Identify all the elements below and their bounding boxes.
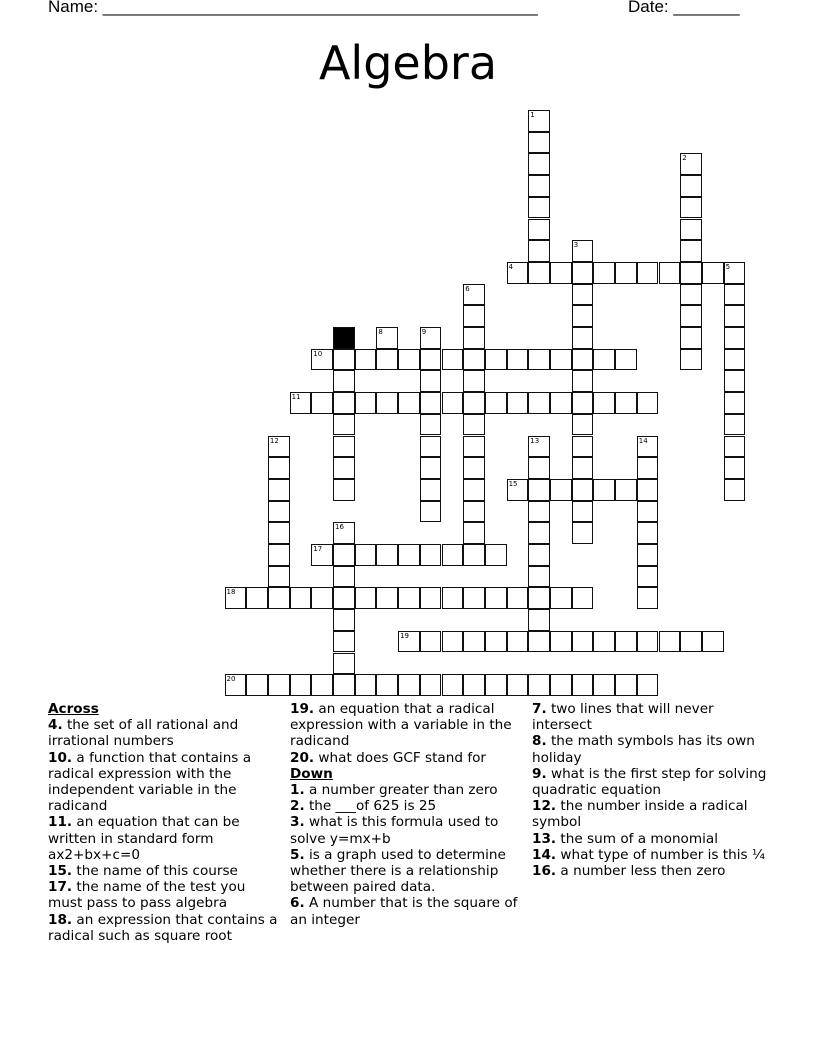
clue-down-16 (532, 863, 768, 879)
grid-cell[interactable] (659, 631, 681, 653)
grid-cell[interactable] (528, 349, 550, 371)
grid-cell[interactable] (442, 544, 464, 566)
grid-cell[interactable] (376, 327, 398, 349)
grid-cell[interactable] (398, 631, 420, 653)
grid-cell[interactable] (615, 479, 637, 501)
clue-text: an expression that contains a radical such as square root (48, 911, 278, 944)
date-field[interactable]: Date: _______ (628, 0, 740, 16)
grid-cell[interactable] (333, 522, 355, 544)
grid-cell[interactable] (485, 392, 507, 414)
clue-number: 9. (532, 765, 547, 782)
grid-cell[interactable] (637, 262, 659, 284)
grid-cell[interactable] (724, 327, 746, 349)
grid-cell[interactable] (311, 392, 333, 414)
grid-cell[interactable] (398, 392, 420, 414)
clue-number: 5. (290, 846, 305, 863)
grid-cell[interactable] (528, 175, 550, 197)
grid-cell[interactable] (528, 609, 550, 631)
grid-cell[interactable] (268, 457, 290, 479)
grid-cell[interactable] (572, 327, 594, 349)
grid-cell[interactable] (463, 457, 485, 479)
grid-cell[interactable] (420, 631, 442, 653)
grid-cell[interactable] (333, 457, 355, 479)
grid-cell[interactable] (311, 349, 333, 371)
clue-down-9 (532, 766, 768, 798)
grid-cell[interactable] (680, 240, 702, 262)
grid-cell[interactable] (268, 566, 290, 588)
grid-cell[interactable] (442, 587, 464, 609)
grid-cell[interactable] (507, 262, 529, 284)
grid-cell[interactable] (268, 587, 290, 609)
grid-cell[interactable] (420, 479, 442, 501)
grid-cell[interactable] (333, 566, 355, 588)
grid-cell[interactable] (376, 587, 398, 609)
grid-cell[interactable] (420, 674, 442, 696)
grid-cell[interactable] (528, 457, 550, 479)
clue-across-11 (48, 814, 280, 863)
grid-cell[interactable] (528, 479, 550, 501)
grid-cell[interactable] (572, 457, 594, 479)
grid-cell[interactable] (463, 284, 485, 306)
black-square (333, 327, 355, 349)
clue-number-label: 1 (530, 111, 535, 119)
grid-cell[interactable] (463, 327, 485, 349)
grid-cell[interactable] (398, 587, 420, 609)
clue-number-label: 17 (313, 545, 323, 553)
clue-number: 11. (48, 814, 73, 831)
grid-cell[interactable] (528, 153, 550, 175)
grid-cell[interactable] (572, 392, 594, 414)
grid-cell[interactable] (528, 219, 550, 241)
grid-cell[interactable] (637, 501, 659, 523)
grid-cell[interactable] (355, 674, 377, 696)
grid-cell[interactable] (333, 674, 355, 696)
clue-number-label: 6 (465, 284, 470, 293)
clue-number: 14. (532, 846, 557, 863)
clue-number-label: 15 (508, 479, 518, 488)
clue-number-label: 11 (291, 393, 301, 402)
clue-text: the set of all rational and irrational numbers (48, 717, 239, 750)
grid-cell[interactable] (680, 175, 702, 197)
grid-cell[interactable] (442, 674, 464, 696)
clue-text: A number that is the square of an integer (290, 895, 518, 928)
grid-cell[interactable] (420, 587, 442, 609)
grid-cell[interactable] (550, 674, 572, 696)
grid-cell[interactable] (528, 587, 550, 609)
clue-number-label: 20 (226, 675, 236, 684)
grid-cell[interactable] (680, 631, 702, 653)
grid-cell[interactable] (333, 370, 355, 392)
grid-cell[interactable] (268, 479, 290, 501)
grid-cell[interactable] (680, 219, 702, 241)
down-heading: Down (290, 765, 333, 782)
clue-text: a number less then zero (560, 863, 726, 880)
clue-number: 4. (48, 717, 63, 734)
grid-cell[interactable] (550, 262, 572, 284)
clue-number: 3. (290, 814, 305, 831)
grid-cell[interactable] (550, 631, 572, 653)
clue-down-12 (532, 798, 768, 830)
clue-text: what does GCF stand for (318, 749, 487, 766)
clue-down-2 (290, 798, 526, 814)
grid-cell[interactable] (702, 631, 724, 653)
grid-cell[interactable] (333, 479, 355, 501)
clue-down-5 (290, 847, 526, 896)
grid-cell[interactable] (724, 414, 746, 436)
grid-cell[interactable] (463, 305, 485, 327)
grid-cell[interactable] (420, 370, 442, 392)
grid-cell[interactable] (463, 479, 485, 501)
grid-cell[interactable] (550, 479, 572, 501)
clue-text: the math symbols has its own holiday (532, 733, 755, 766)
clue-number-label: 3 (573, 241, 579, 250)
grid-cell[interactable] (724, 262, 746, 284)
clue-down-6 (290, 895, 526, 927)
grid-cell[interactable] (268, 544, 290, 566)
grid-cell[interactable] (485, 631, 507, 653)
clue-number-label: 8 (378, 328, 383, 336)
grid-cell[interactable] (355, 392, 377, 414)
grid-cell[interactable] (593, 674, 615, 696)
grid-cell[interactable] (290, 674, 312, 696)
grid-cell[interactable] (507, 674, 529, 696)
grid-cell[interactable] (615, 392, 637, 414)
grid-cell[interactable] (528, 240, 550, 262)
clue-number-label: 18 (226, 588, 236, 597)
grid-cell[interactable] (268, 436, 290, 458)
clue-text: what is the first step for solving quadratic equation (532, 765, 767, 799)
grid-cell[interactable] (572, 479, 594, 501)
grid-cell[interactable] (593, 631, 615, 653)
grid-cell[interactable] (485, 587, 507, 609)
clue-text: an equation that can be written in standard form ax2+bx+c=0 (48, 814, 240, 863)
grid-cell[interactable] (528, 522, 550, 544)
grid-cell[interactable] (485, 349, 507, 371)
grid-cell[interactable] (572, 305, 594, 327)
grid-cell[interactable] (572, 674, 594, 696)
grid-cell[interactable] (463, 631, 485, 653)
grid-cell[interactable] (507, 479, 529, 501)
grid-cell[interactable] (550, 349, 572, 371)
clue-across-15 (48, 863, 280, 879)
grid-cell[interactable] (724, 284, 746, 306)
grid-cell[interactable] (333, 349, 355, 371)
clue-number: 20. (290, 749, 315, 766)
grid-cell[interactable] (528, 544, 550, 566)
grid-cell[interactable] (507, 349, 529, 371)
grid-cell[interactable] (680, 153, 702, 175)
clue-text: a number greater than zero (308, 782, 498, 799)
grid-cell[interactable] (463, 349, 485, 371)
grid-cell[interactable] (724, 479, 746, 501)
grid-cell[interactable] (420, 349, 442, 371)
clue-column-1 (48, 701, 280, 944)
clue-down-14 (532, 847, 768, 863)
grid-cell[interactable] (724, 457, 746, 479)
clue-number: 10. (48, 749, 73, 766)
grid-cell[interactable] (572, 349, 594, 371)
grid-cell[interactable] (485, 544, 507, 566)
grid-cell[interactable] (333, 653, 355, 675)
clue-number-label: 5 (725, 262, 731, 271)
grid-cell[interactable] (333, 544, 355, 566)
clue-text: is a graph used to determine whether there is a relationship between paired data. (290, 846, 506, 896)
grid-cell[interactable] (398, 674, 420, 696)
grid-cell[interactable] (333, 587, 355, 609)
grid-cell[interactable] (637, 674, 659, 696)
grid-cell[interactable] (463, 501, 485, 523)
clue-text: the name of this course (76, 863, 238, 880)
grid-cell[interactable] (463, 370, 485, 392)
clue-number: 16. (532, 863, 557, 880)
grid-cell[interactable] (463, 587, 485, 609)
clue-number: 13. (532, 830, 557, 847)
clue-down-13 (532, 831, 768, 847)
grid-cell[interactable] (420, 414, 442, 436)
grid-cell[interactable] (528, 132, 550, 154)
grid-cell[interactable] (485, 674, 507, 696)
grid-cell[interactable] (355, 544, 377, 566)
grid-cell[interactable] (724, 392, 746, 414)
clue-across-17 (48, 879, 280, 911)
grid-cell[interactable] (463, 544, 485, 566)
grid-cell[interactable] (528, 110, 550, 132)
grid-cell[interactable] (680, 305, 702, 327)
clue-text: two lines that will never intersect (532, 701, 714, 734)
grid-cell[interactable] (376, 544, 398, 566)
grid-cell[interactable] (572, 522, 594, 544)
grid-cell[interactable] (637, 392, 659, 414)
grid-cell[interactable] (290, 392, 312, 414)
grid-cell[interactable] (724, 305, 746, 327)
grid-cell[interactable] (442, 349, 464, 371)
grid-cell[interactable] (376, 674, 398, 696)
grid-cell[interactable] (615, 349, 637, 371)
grid-cell[interactable] (333, 609, 355, 631)
grid-cell[interactable] (593, 349, 615, 371)
clue-column-3 (532, 701, 768, 879)
grid-cell[interactable] (246, 674, 268, 696)
grid-cell[interactable] (637, 522, 659, 544)
clue-number: 7. (532, 701, 547, 717)
grid-cell[interactable] (420, 544, 442, 566)
clue-text: the sum of a monomial (560, 830, 719, 847)
grid-cell[interactable] (311, 544, 333, 566)
clue-number-label: 10 (313, 349, 323, 358)
grid-cell[interactable] (246, 587, 268, 609)
grid-cell[interactable] (528, 262, 550, 284)
grid-cell[interactable] (637, 631, 659, 653)
grid-cell[interactable] (398, 544, 420, 566)
clue-down-3 (290, 814, 526, 846)
grid-cell[interactable] (420, 501, 442, 523)
grid-cell[interactable] (572, 284, 594, 306)
grid-cell[interactable] (724, 370, 746, 392)
grid-cell[interactable] (355, 587, 377, 609)
name-field[interactable]: Name: ______________________________________________ (48, 0, 538, 16)
grid-cell[interactable] (593, 392, 615, 414)
clue-number: 1. (290, 782, 305, 799)
grid-cell[interactable] (572, 240, 594, 262)
grid-cell[interactable] (398, 349, 420, 371)
clue-number-label: 14 (638, 436, 648, 445)
clue-text: the ___of 625 is 25 (308, 798, 437, 815)
grid-cell[interactable] (702, 262, 724, 284)
grid-cell[interactable] (355, 349, 377, 371)
clue-number-label: 16 (335, 523, 344, 532)
clue-number: 17. (48, 879, 73, 896)
clue-number: 8. (532, 733, 547, 750)
clue-number: 15. (48, 863, 73, 880)
grid-cell[interactable] (463, 522, 485, 544)
clue-number: 18. (48, 911, 73, 928)
clue-down-1 (290, 782, 526, 798)
clue-number-label: 9 (421, 328, 427, 336)
clue-column-2 (290, 701, 526, 928)
grid-cell[interactable] (572, 414, 594, 436)
grid-cell[interactable] (724, 436, 746, 458)
clue-text: what is this formula used to solve y=mx+b (290, 814, 499, 847)
clue-across-19 (290, 701, 526, 750)
grid-cell[interactable] (572, 631, 594, 653)
grid-cell[interactable] (724, 349, 746, 371)
clue-number-label: 2 (682, 154, 687, 163)
grid-cell[interactable] (268, 674, 290, 696)
grid-cell[interactable] (420, 392, 442, 414)
grid-cell[interactable] (572, 262, 594, 284)
grid-cell[interactable] (550, 392, 572, 414)
grid-cell[interactable] (637, 587, 659, 609)
grid-cell[interactable] (528, 436, 550, 458)
clue-text: a function that contains a radical expression with the independent variable in the radicand (48, 749, 252, 815)
grid-cell[interactable] (333, 631, 355, 653)
grid-cell[interactable] (550, 587, 572, 609)
across-heading: Across (48, 701, 99, 717)
grid-cell[interactable] (290, 587, 312, 609)
grid-cell[interactable] (528, 566, 550, 588)
clue-number: 2. (290, 798, 305, 815)
grid-cell[interactable] (528, 501, 550, 523)
grid-cell[interactable] (637, 479, 659, 501)
grid-cell[interactable] (637, 566, 659, 588)
grid-cell[interactable] (268, 522, 290, 544)
grid-cell[interactable] (463, 674, 485, 696)
clue-text: what type of number is this ¼ (560, 846, 766, 863)
grid-cell[interactable] (615, 674, 637, 696)
clue-text: an equation that a radical expression with a variable in the radicand (290, 701, 512, 750)
grid-cell[interactable] (442, 392, 464, 414)
grid-cell[interactable] (420, 327, 442, 349)
grid-cell[interactable] (615, 262, 637, 284)
grid-cell[interactable] (225, 674, 247, 696)
clue-across-20 (290, 750, 526, 766)
grid-cell[interactable] (268, 501, 290, 523)
clue-number: 19. (290, 701, 315, 717)
clue-number: 12. (532, 798, 557, 815)
grid-cell[interactable] (680, 327, 702, 349)
grid-cell[interactable] (680, 349, 702, 371)
grid-cell[interactable] (637, 457, 659, 479)
grid-cell[interactable] (572, 370, 594, 392)
grid-cell[interactable] (528, 197, 550, 219)
grid-cell[interactable] (507, 587, 529, 609)
clue-number-label: 13 (530, 436, 540, 445)
grid-cell[interactable] (376, 392, 398, 414)
grid-cell[interactable] (333, 436, 355, 458)
grid-cell[interactable] (572, 436, 594, 458)
clue-number: 6. (290, 895, 305, 912)
grid-cell[interactable] (572, 587, 594, 609)
grid-cell[interactable] (420, 436, 442, 458)
clue-across-10 (48, 750, 280, 815)
grid-cell[interactable] (680, 284, 702, 306)
grid-cell[interactable] (572, 501, 594, 523)
grid-cell[interactable] (593, 479, 615, 501)
grid-cell[interactable] (333, 414, 355, 436)
grid-cell[interactable] (507, 631, 529, 653)
clue-across-18 (48, 912, 280, 944)
grid-cell[interactable] (659, 262, 681, 284)
clue-across-4 (48, 717, 280, 749)
clue-number-label: 12 (269, 436, 279, 445)
grid-cell[interactable] (615, 631, 637, 653)
clue-number-label: 4 (508, 262, 514, 271)
clue-text: the name of the test you must pass to pass algebra (48, 879, 246, 912)
grid-cell[interactable] (376, 349, 398, 371)
grid-cell[interactable] (507, 392, 529, 414)
grid-cell[interactable] (463, 392, 485, 414)
grid-cell[interactable] (442, 631, 464, 653)
grid-cell[interactable] (463, 436, 485, 458)
grid-cell[interactable] (680, 262, 702, 284)
grid-cell[interactable] (311, 587, 333, 609)
clue-down-8 (532, 733, 768, 765)
header (48, 0, 740, 19)
clue-down-7 (532, 701, 768, 733)
grid-cell[interactable] (333, 392, 355, 414)
page-title: Algebra (318, 36, 498, 90)
grid-cell[interactable] (528, 631, 550, 653)
grid-cell[interactable] (528, 674, 550, 696)
grid-cell[interactable] (637, 436, 659, 458)
grid-cell[interactable] (311, 674, 333, 696)
grid-cell[interactable] (637, 544, 659, 566)
grid-cell[interactable] (225, 587, 247, 609)
grid-cell[interactable] (420, 457, 442, 479)
grid-cell[interactable] (593, 262, 615, 284)
clue-number-label: 19 (400, 631, 410, 640)
grid-cell[interactable] (680, 197, 702, 219)
grid-cell[interactable] (528, 392, 550, 414)
clue-text: the number inside a radical symbol (532, 798, 748, 831)
grid-cell[interactable] (463, 414, 485, 436)
clue-number-label: 7 (335, 328, 340, 336)
